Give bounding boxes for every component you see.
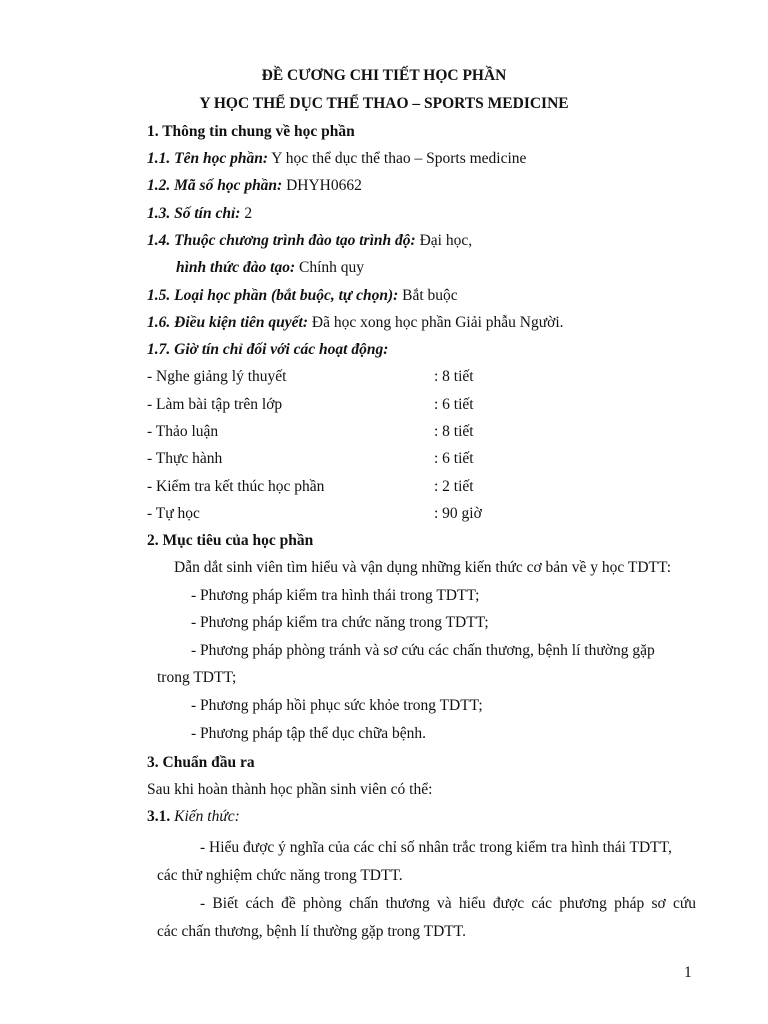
course-code-label: 1.2. Mã số học phần: <box>147 177 283 194</box>
course-type-label: 1.5. Loại học phần (bắt buộc, tự chọn): <box>147 287 399 304</box>
course-name-row <box>147 149 526 169</box>
course-name-label: 1.1. Tên học phần: <box>147 150 268 167</box>
hours-activity: - Làm bài tập trên lớp <box>147 396 283 413</box>
course-type-value: Bắt buộc <box>398 287 458 304</box>
goal-item: - Phương pháp kiểm tra hình thái trong TDTT; <box>191 587 480 604</box>
section3-heading: 3. Chuẩn đầu ra <box>147 754 255 771</box>
goal-item-continued: trong TDTT; <box>157 669 237 686</box>
program-value: Đại học, <box>415 232 473 249</box>
knowledge-title: Kiến thức: <box>170 808 240 825</box>
document-title: ĐỀ CƯƠNG CHI TIẾT HỌC PHẦN <box>261 67 507 84</box>
section2-heading: 2. Mục tiêu của học phần <box>147 532 314 549</box>
prerequisite-label: 1.6. Điều kiện tiên quyết: <box>147 314 309 331</box>
goal-item: - Phương pháp tập thể dục chữa bệnh. <box>191 725 427 742</box>
hours-row <box>147 449 547 469</box>
goal-item: - Phương pháp phòng tránh và sơ cứu các chấn thương, bệnh lí thường gặp <box>191 642 655 659</box>
hours-value: : 8 tiết <box>434 423 474 440</box>
hours-value: : 8 tiết <box>434 368 474 385</box>
hours-value: : 6 tiết <box>434 396 474 413</box>
credits-label: 1.3. Số tín chỉ: <box>147 205 241 222</box>
form-value: Chính quy <box>295 259 365 276</box>
outcome-item: - Hiểu được ý nghĩa của các chỉ số nhân trắc trong kiểm tra hình thái TDTT, <box>200 839 672 856</box>
program-row <box>147 231 472 251</box>
section1-heading: 1. Thông tin chung về học phần <box>147 123 355 140</box>
goal-item: - Phương pháp kiểm tra chức năng trong TDTT; <box>191 614 489 631</box>
form-row <box>176 258 364 278</box>
hours-row <box>147 504 547 524</box>
section3-intro: Sau khi hoàn thành học phần sinh viên có thể: <box>147 781 433 798</box>
knowledge-number: 3.1. <box>147 808 171 825</box>
course-code-row <box>147 176 362 196</box>
outcome-item-continued: các thử nghiệm chức năng trong TDTT. <box>157 867 403 884</box>
hours-row <box>147 395 547 415</box>
knowledge-heading <box>147 807 240 827</box>
course-name-value: Y học thể dục thể thao – Sports medicine <box>268 150 527 167</box>
form-label: hình thức đào tạo: <box>176 259 296 276</box>
outcome-item-continued: các chấn thương, bệnh lí thường gặp trong TDTT. <box>157 923 466 940</box>
credits-value: 2 <box>240 205 253 222</box>
course-code-value: DHYH0662 <box>282 177 362 194</box>
program-label: 1.4. Thuộc chương trình đào tạo trình độ: <box>147 232 416 249</box>
hours-row <box>147 422 547 442</box>
section2-intro: Dẫn dắt sinh viên tìm hiểu và vận dụng những kiến thức cơ bản về y học TDTT: <box>174 559 672 576</box>
course-type-row <box>147 286 458 306</box>
hours-activity: - Tự học <box>147 505 200 522</box>
goal-item: - Phương pháp hồi phục sức khỏe trong TDTT; <box>191 697 483 714</box>
credits-row <box>147 204 252 224</box>
hours-value: : 2 tiết <box>434 478 474 495</box>
hours-activity: - Kiểm tra kết thúc học phần <box>147 478 325 495</box>
document-subtitle: Y HỌC THỂ DỤC THỂ THAO – SPORTS MEDICINE <box>199 95 569 112</box>
outcome-item: - Biết cách đề phòng chấn thương và hiểu được các phương pháp sơ cứu <box>200 895 696 912</box>
hours-activity: - Thực hành <box>147 450 223 467</box>
hours-value: : 6 tiết <box>434 450 474 467</box>
page-number: 1 <box>684 964 692 981</box>
prerequisite-row <box>147 313 564 333</box>
hours-row <box>147 367 547 387</box>
hours-activity: - Thảo luận <box>147 423 219 440</box>
hours-row <box>147 477 547 497</box>
hours-activity: - Nghe giảng lý thuyết <box>147 368 287 385</box>
hours-heading: 1.7. Giờ tín chỉ đối với các hoạt động: <box>147 341 389 358</box>
prerequisite-value: Đã học xong học phần Giải phẫu Người. <box>308 314 564 331</box>
hours-value: : 90 giờ <box>434 505 482 522</box>
